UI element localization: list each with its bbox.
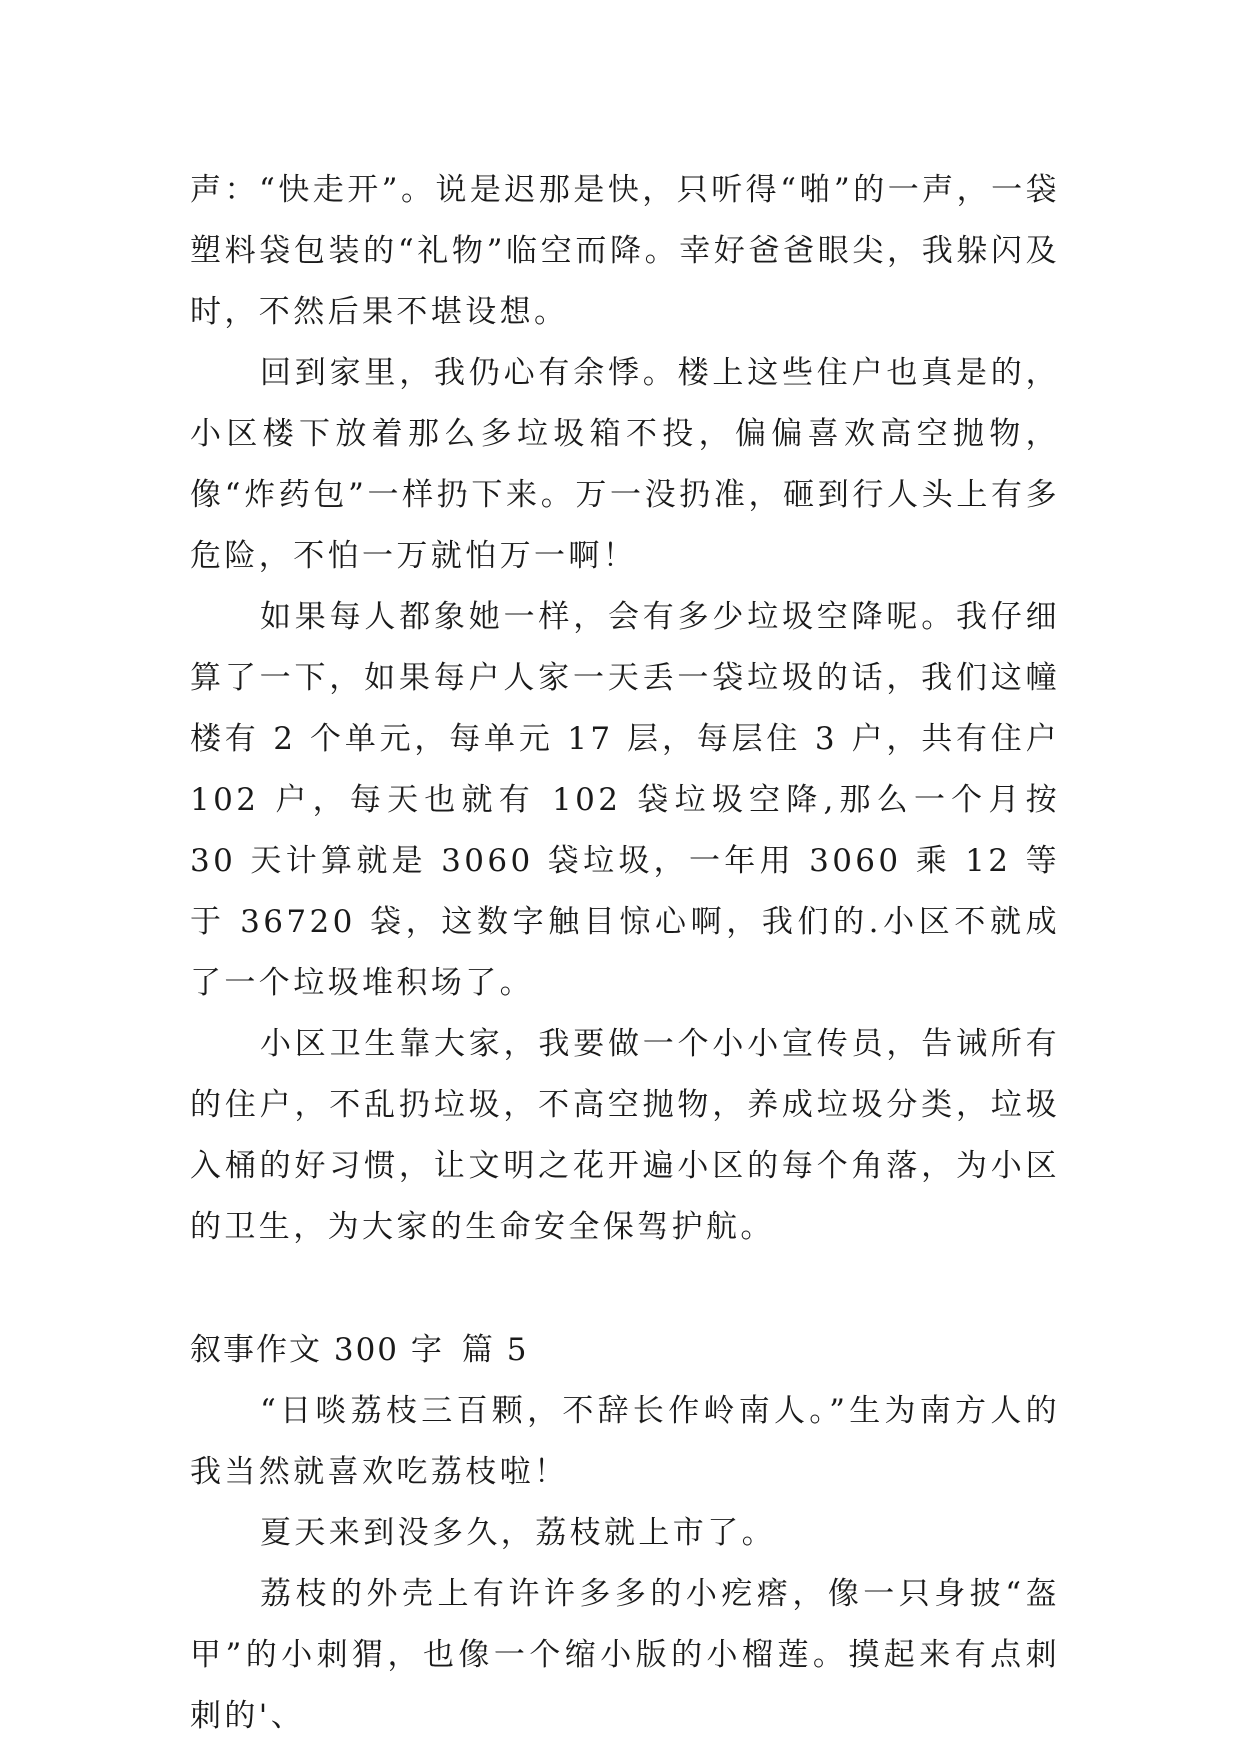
section-title: 叙事作文 300 字 [190, 1332, 444, 1368]
document-page [190, 160, 1060, 1747]
paragraph-home: 回到家里，我仍心有余悸。楼上这些住户也真是的，小区楼下放着那么多垃圾箱不投，偏偏喜欢高空抛物，像“炸药包”一样扔下来。万一没扔准，砸到行人头上有多危险，不怕一万就怕万一啊！ [190, 355, 1060, 574]
section-number: 篇 5 [461, 1332, 529, 1368]
section-heading [190, 1320, 1060, 1381]
paragraph-conclusion: 小区卫生靠大家，我要做一个小小宣传员，告诫所有的住户，不乱扔垃圾，不高空抛物，养成垃圾分类，垃圾入桶的好习惯，让文明之花开遍小区的每个角落，为小区的卫生，为大家的生命安全保驾护航。 [190, 1026, 1060, 1245]
paragraph-continuation: 声：“快走开”。说是迟那是快，只听得“啪”的一声，一袋塑料袋包装的“礼物”临空而降。幸好爸爸眼尖，我躲闪及时，不然后果不堪设想。 [190, 172, 1060, 330]
paragraph-summer: 夏天来到没多久，荔枝就上市了。 [260, 1515, 776, 1551]
paragraph-calculation: 如果每人都象她一样，会有多少垃圾空降呢。我仔细算了一下，如果每户人家一天丢一袋垃圾的话，我们这幢楼有 2 个单元，每单元 17 层，每层住 3 户，共有住户 102 户，每天也就有 102 袋垃圾空降,那么一个月按 30 天计算就是 3060 袋垃圾，一年用 3060 乘 12 等于 36720 袋，这数字触目惊心啊，我们的.小区不就成了一个垃圾堆积场了。 [190, 599, 1060, 1001]
paragraph-poem: “日啖荔枝三百颗，不辞长作岭南人。”生为南方人的我当然就喜欢吃荔枝啦！ [190, 1393, 1060, 1490]
section-gap [190, 1258, 1060, 1320]
paragraph-lychee-shell: 荔枝的外壳上有许许多多的小疙瘩，像一只身披“盔甲”的小刺猬，也像一个缩小版的小榴莲。摸起来有点刺刺的'、 [190, 1576, 1060, 1734]
